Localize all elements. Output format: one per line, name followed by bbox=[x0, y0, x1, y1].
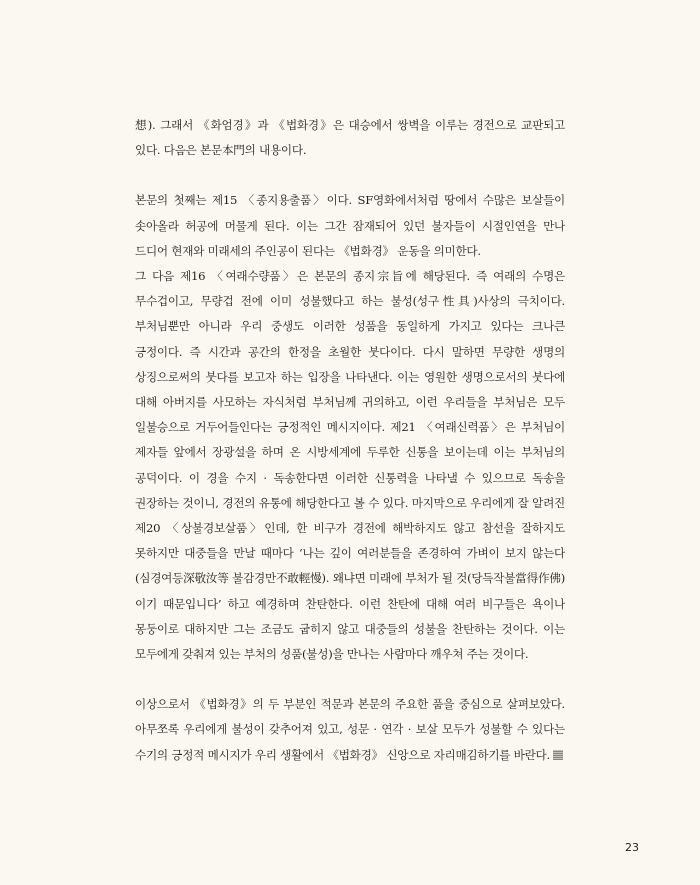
paragraph-jongji: 본문의 첫째는 제15 〈종지용출품〉이다. SF영화에서처럼 땅에서 수많은 보살들이 솟아올라 허공에 머물게 된다. 이는 그간 잠재되어 있던 불자들이 시절인연을 만나 드디어 현재와 미래세의 주인공이 된다는 《법화경》 운동을 의미한다. bbox=[135, 193, 565, 258]
end-mark-icon bbox=[553, 750, 563, 760]
conclusion-text: 이상으로서 《법화경》의 두 부분인 적문과 본문의 주요한 품을 중심으로 살펴보았다. 아무쪼록 우리에게 불성이 갖추어져 있고, 성문 · 연각 · 보살 모두가 성불할 수 있다는 수기의 긍정적 메시지가 우리 생활에서 《법화경》 신앙으로 자리매김하기를 바란다. bbox=[135, 697, 565, 762]
paragraph-conclusion bbox=[135, 692, 565, 768]
paragraph-gap bbox=[135, 163, 565, 188]
paragraph-gap bbox=[135, 667, 565, 692]
page-body bbox=[135, 113, 565, 768]
page-number: 23 bbox=[625, 841, 639, 854]
paragraph-suryang: 그 다음 제16 〈여래수량품〉은 본문의 종지宗旨에 해당된다. 즉 여래의 수명은 무수겁이고, 무량겁 전에 이미 성불했다고 하는 불성(성구性具)사상의 극치이다. 부처님뿐만 아니라 우리 중생도 이러한 성품을 동일하게 가지고 있다는 크나큰 긍정이다. 즉 시간과 공간의 한정을 초월한 붓다이다. 다시 말하면 무량한 생명의 상징으로써의 붓다를 보고자 하는 입장을 나타낸다. 이는 영원한 생명으로서의 붓다에 대해 아버지를 사모하는 자식처럼 부처님께 귀의하고, 이런 우리들을 부처님은 모두 일불승으로 거두어들인다는 긍정적인 메시지이다. 제21 〈여래신력품〉은 부처님이 제자들 앞에서 장광설을 하며 온 시방세계에 두루한 신통을 보이는데 이는 부처님의 공덕이다. 이 경을 수지 · 독송한다면 이러한 신통력을 나타낼 수 있으므로 독송을 권장하는 것이니, 경전의 유통에 해당한다고 볼 수 있다. 마지막으로 우리에게 잘 알려진 제20 〈상불경보살품〉인데, 한 비구가 경전에 해박하지도 않고 참선을 잘하지도 못하지만 대중들을 만날 때마다 ‘나는 깊이 여러분들을 존경하여 가벼이 보지 않는다(심경여등深敬汝等 불감경만不敢輕慢). 왜냐면 미래에 부처가 될 것(당득작불當得作佛)이기 때문입니다’ 하고 예경하며 찬탄한다. 이런 찬탄에 대해 여러 비구들은 욕이나 몽둥이로 대하지만 그는 조금도 굽히지 않고 대중들의 성불을 찬탄하는 것이다. 이는 모두에게 갖춰져 있는 부처의 성품(불성)을 만나는 사람마다 깨우쳐 주는 것이다. bbox=[135, 269, 566, 662]
paragraph-intro: 想). 그래서 《화엄경》과 《법화경》은 대승에서 쌍벽을 이루는 경전으로 교판되고 있다. 다음은 본문本門의 내용이다. bbox=[135, 118, 565, 158]
